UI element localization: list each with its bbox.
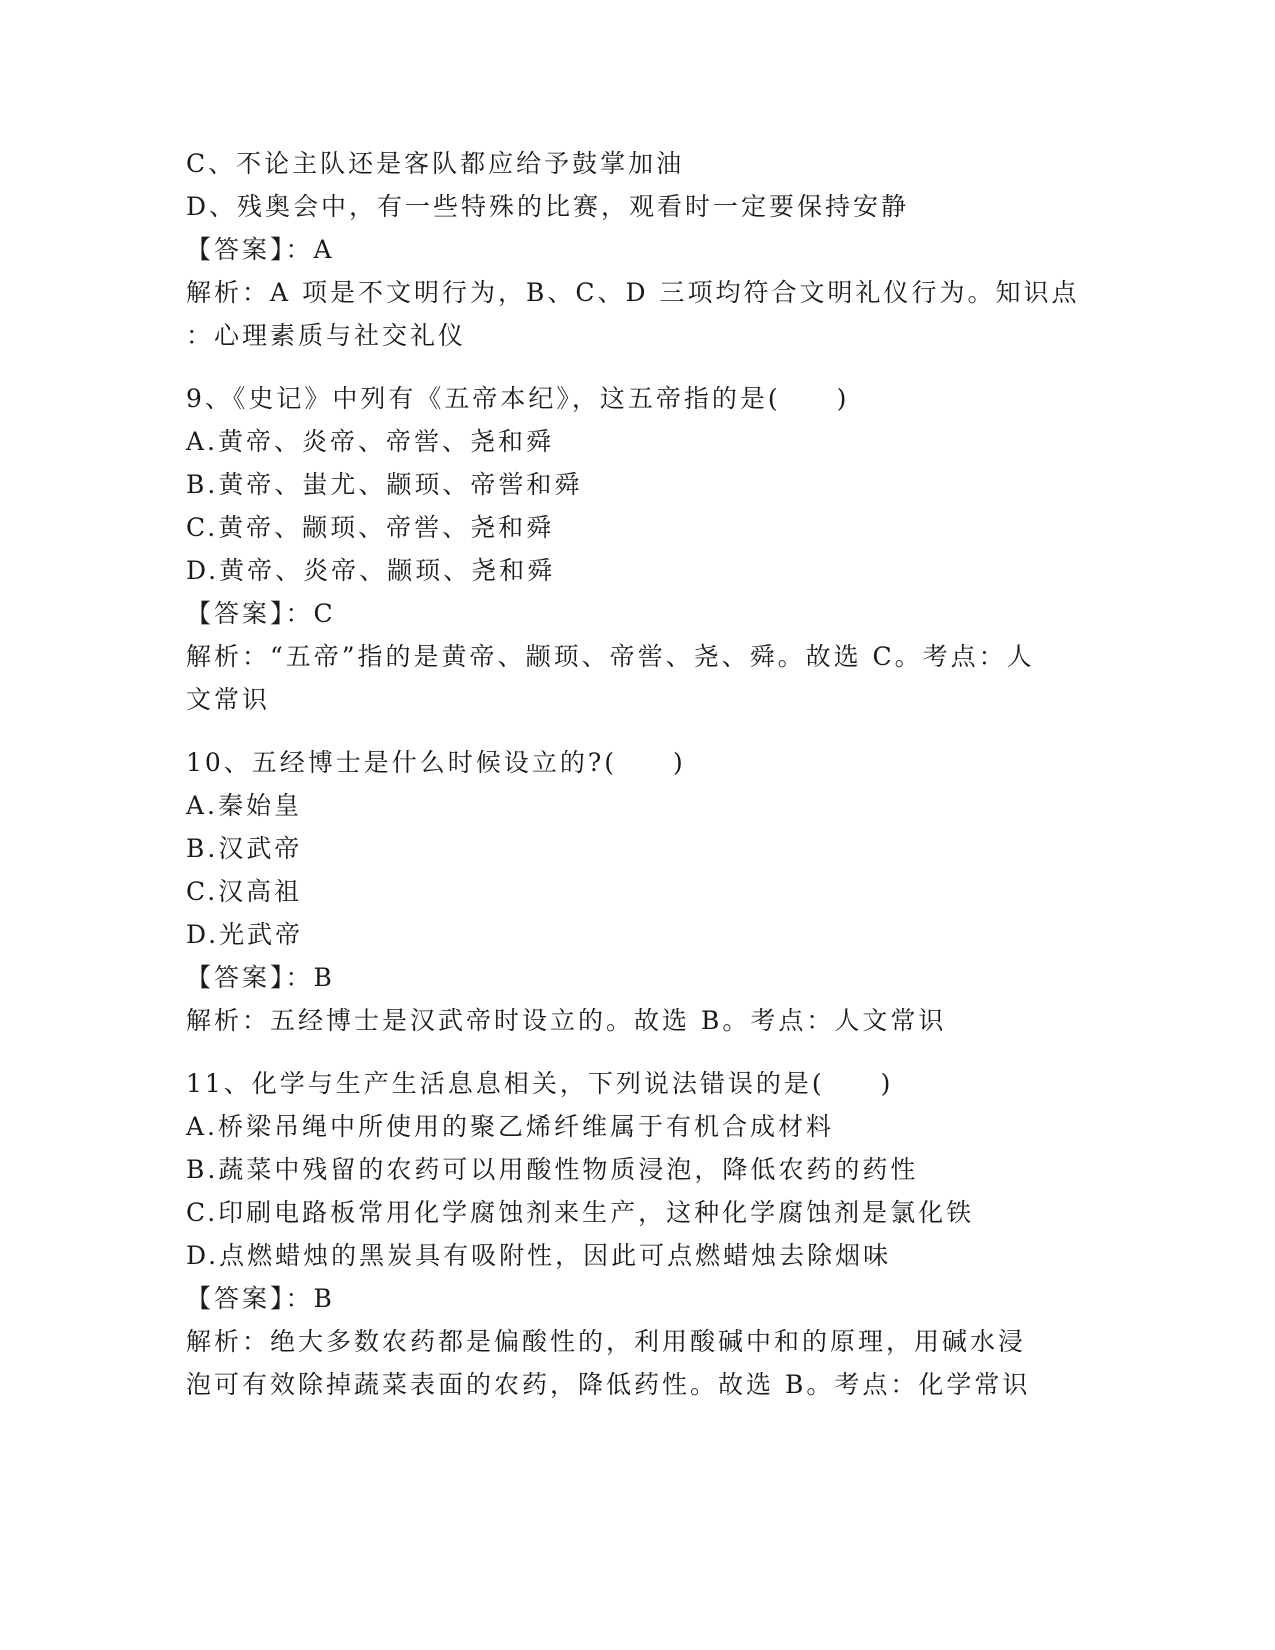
q8-answer: 【答案】：A — [186, 235, 335, 264]
q9-option-d: D.黄帝、炎帝、颛顼、尧和舜 — [186, 556, 556, 585]
q9-analysis-line-2: 文常识 — [186, 685, 271, 714]
q10-option-d: D.光武帝 — [186, 920, 304, 949]
q9-question: 9、《史记》中列有《五帝本纪》，这五帝指的是( ) — [186, 384, 850, 413]
q10-question: 10、五经博士是什么时候设立的?( ) — [186, 748, 686, 777]
q11-option-b: B.蔬菜中残留的农药可以用酸性物质浸泡，降低农药的药性 — [186, 1155, 919, 1184]
q9-analysis-line-1: 解析：“五帝”指的是黄帝、颛顼、帝喾、尧、舜。故选 C。考点：人 — [186, 642, 1035, 671]
q11-question: 11、化学与生产生活息息相关，下列说法错误的是( ) — [186, 1069, 894, 1098]
q10-option-c: C.汉高祖 — [186, 877, 303, 906]
question-8-tail — [186, 142, 1086, 357]
q10-option-a: A.秦始皇 — [186, 791, 303, 820]
q8-analysis-line-2: ：心理素质与社交礼仪 — [186, 321, 467, 350]
q11-option-a: A.桥梁吊绳中所使用的聚乙烯纤维属于有机合成材料 — [186, 1112, 835, 1141]
q11-answer: 【答案】：B — [186, 1284, 335, 1313]
question-9 — [186, 377, 1086, 721]
q11-option-c: C.印刷电路板常用化学腐蚀剂来生产，这种化学腐蚀剂是氯化铁 — [186, 1198, 975, 1227]
q11-option-d: D.点燃蜡烛的黑炭具有吸附性，因此可点燃蜡烛去除烟味 — [186, 1241, 892, 1270]
question-10 — [186, 741, 1086, 1042]
q8-analysis-line-1: 解析：A 项是不文明行为，B、C、D 三项均符合文明礼仪行为。知识点 — [186, 278, 1080, 307]
q8-option-c: C、不论主队还是客队都应给予鼓掌加油 — [186, 149, 685, 178]
q10-analysis-line-1: 解析：五经博士是汉武帝时设立的。故选 B。考点：人文常识 — [186, 1006, 947, 1035]
q10-option-b: B.汉武帝 — [186, 834, 303, 863]
q11-analysis-line-1: 解析：绝大多数农药都是偏酸性的，利用酸碱中和的原理，用碱水浸 — [186, 1327, 1027, 1356]
q9-option-a: A.黄帝、炎帝、帝喾、尧和舜 — [186, 427, 555, 456]
question-11 — [186, 1062, 1086, 1406]
q9-answer: 【答案】：C — [186, 599, 336, 628]
q9-option-c: C.黄帝、颛顼、帝喾、尧和舜 — [186, 513, 555, 542]
q8-option-d: D、残奥会中，有一些特殊的比赛，观看时一定要保持安静 — [186, 192, 910, 221]
document-page — [186, 142, 1086, 1406]
q11-analysis-line-2: 泡可有效除掉蔬菜表面的农药，降低药性。故选 B。考点：化学常识 — [186, 1370, 1031, 1399]
q10-answer: 【答案】：B — [186, 963, 335, 992]
q9-option-b: B.黄帝、蚩尤、颛顼、帝喾和舜 — [186, 470, 583, 499]
